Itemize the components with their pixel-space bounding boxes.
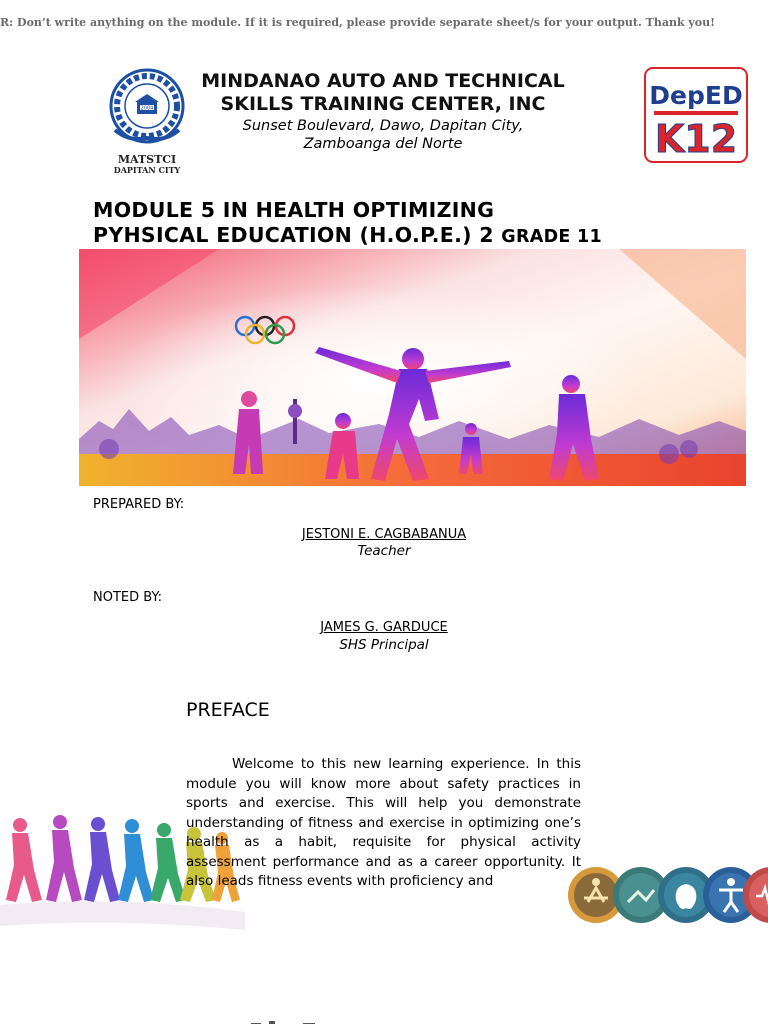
sports-banner-image	[79, 249, 746, 486]
preface-body: Welcome to this new learning experience. In this module you will know more about safety practices in sports and exercise. This will help you demonstrate understanding of fitness and exercise in optimizing one’s health as a habit, requisite for physical activity assessment performance and as a career opportunity. It also leads fitness events with proficiency and	[186, 756, 581, 889]
school-name: MINDANAO AUTO AND TECHNICAL SKILLS TRAINING CENTER, INC	[201, 70, 565, 115]
seal-year: 2004	[140, 105, 154, 112]
seal-acronym: MATSTCI	[117, 153, 177, 166]
noter-role: SHS Principal	[339, 637, 429, 653]
module-title-line1: MODULE 5 IN HEALTH OPTIMIZING	[93, 198, 495, 222]
cut-off-text-fragment	[247, 1012, 337, 1024]
school-seal-logo	[107, 68, 187, 176]
module-title-line2: PYHSICAL EDUCATION (H.O.P.E.) 2	[93, 223, 494, 247]
deped-k12-logo	[644, 67, 748, 163]
seal-city: DAPITAN CITY	[113, 165, 181, 175]
school-address	[210, 117, 556, 153]
noted-by-label: NOTED BY:	[93, 590, 163, 605]
k12-text: K12	[654, 117, 738, 161]
preparer-role: Teacher	[357, 543, 411, 559]
deped-text: DepED	[649, 81, 743, 110]
noter-name: JAMES G. GARDUCE	[320, 620, 448, 635]
preparer-name: JESTONI E. CAGBABANUA	[301, 527, 467, 542]
module-title	[93, 198, 733, 250]
school-address-line1: Sunset Boulevard, Dawo, Dapitan City,	[242, 118, 524, 134]
module-instruction-note: R: Don’t write anything on the module. If it is required, please provide separate sheet/s for your output. Thank you!	[0, 16, 715, 29]
preface-heading: PREFACE	[186, 699, 270, 721]
health-icons-strip	[566, 862, 768, 928]
prepared-by-label: PREPARED BY:	[93, 497, 185, 512]
grade-level: GRADE 11	[501, 227, 602, 247]
school-address-line2: Zamboanga del Norte	[303, 136, 463, 152]
